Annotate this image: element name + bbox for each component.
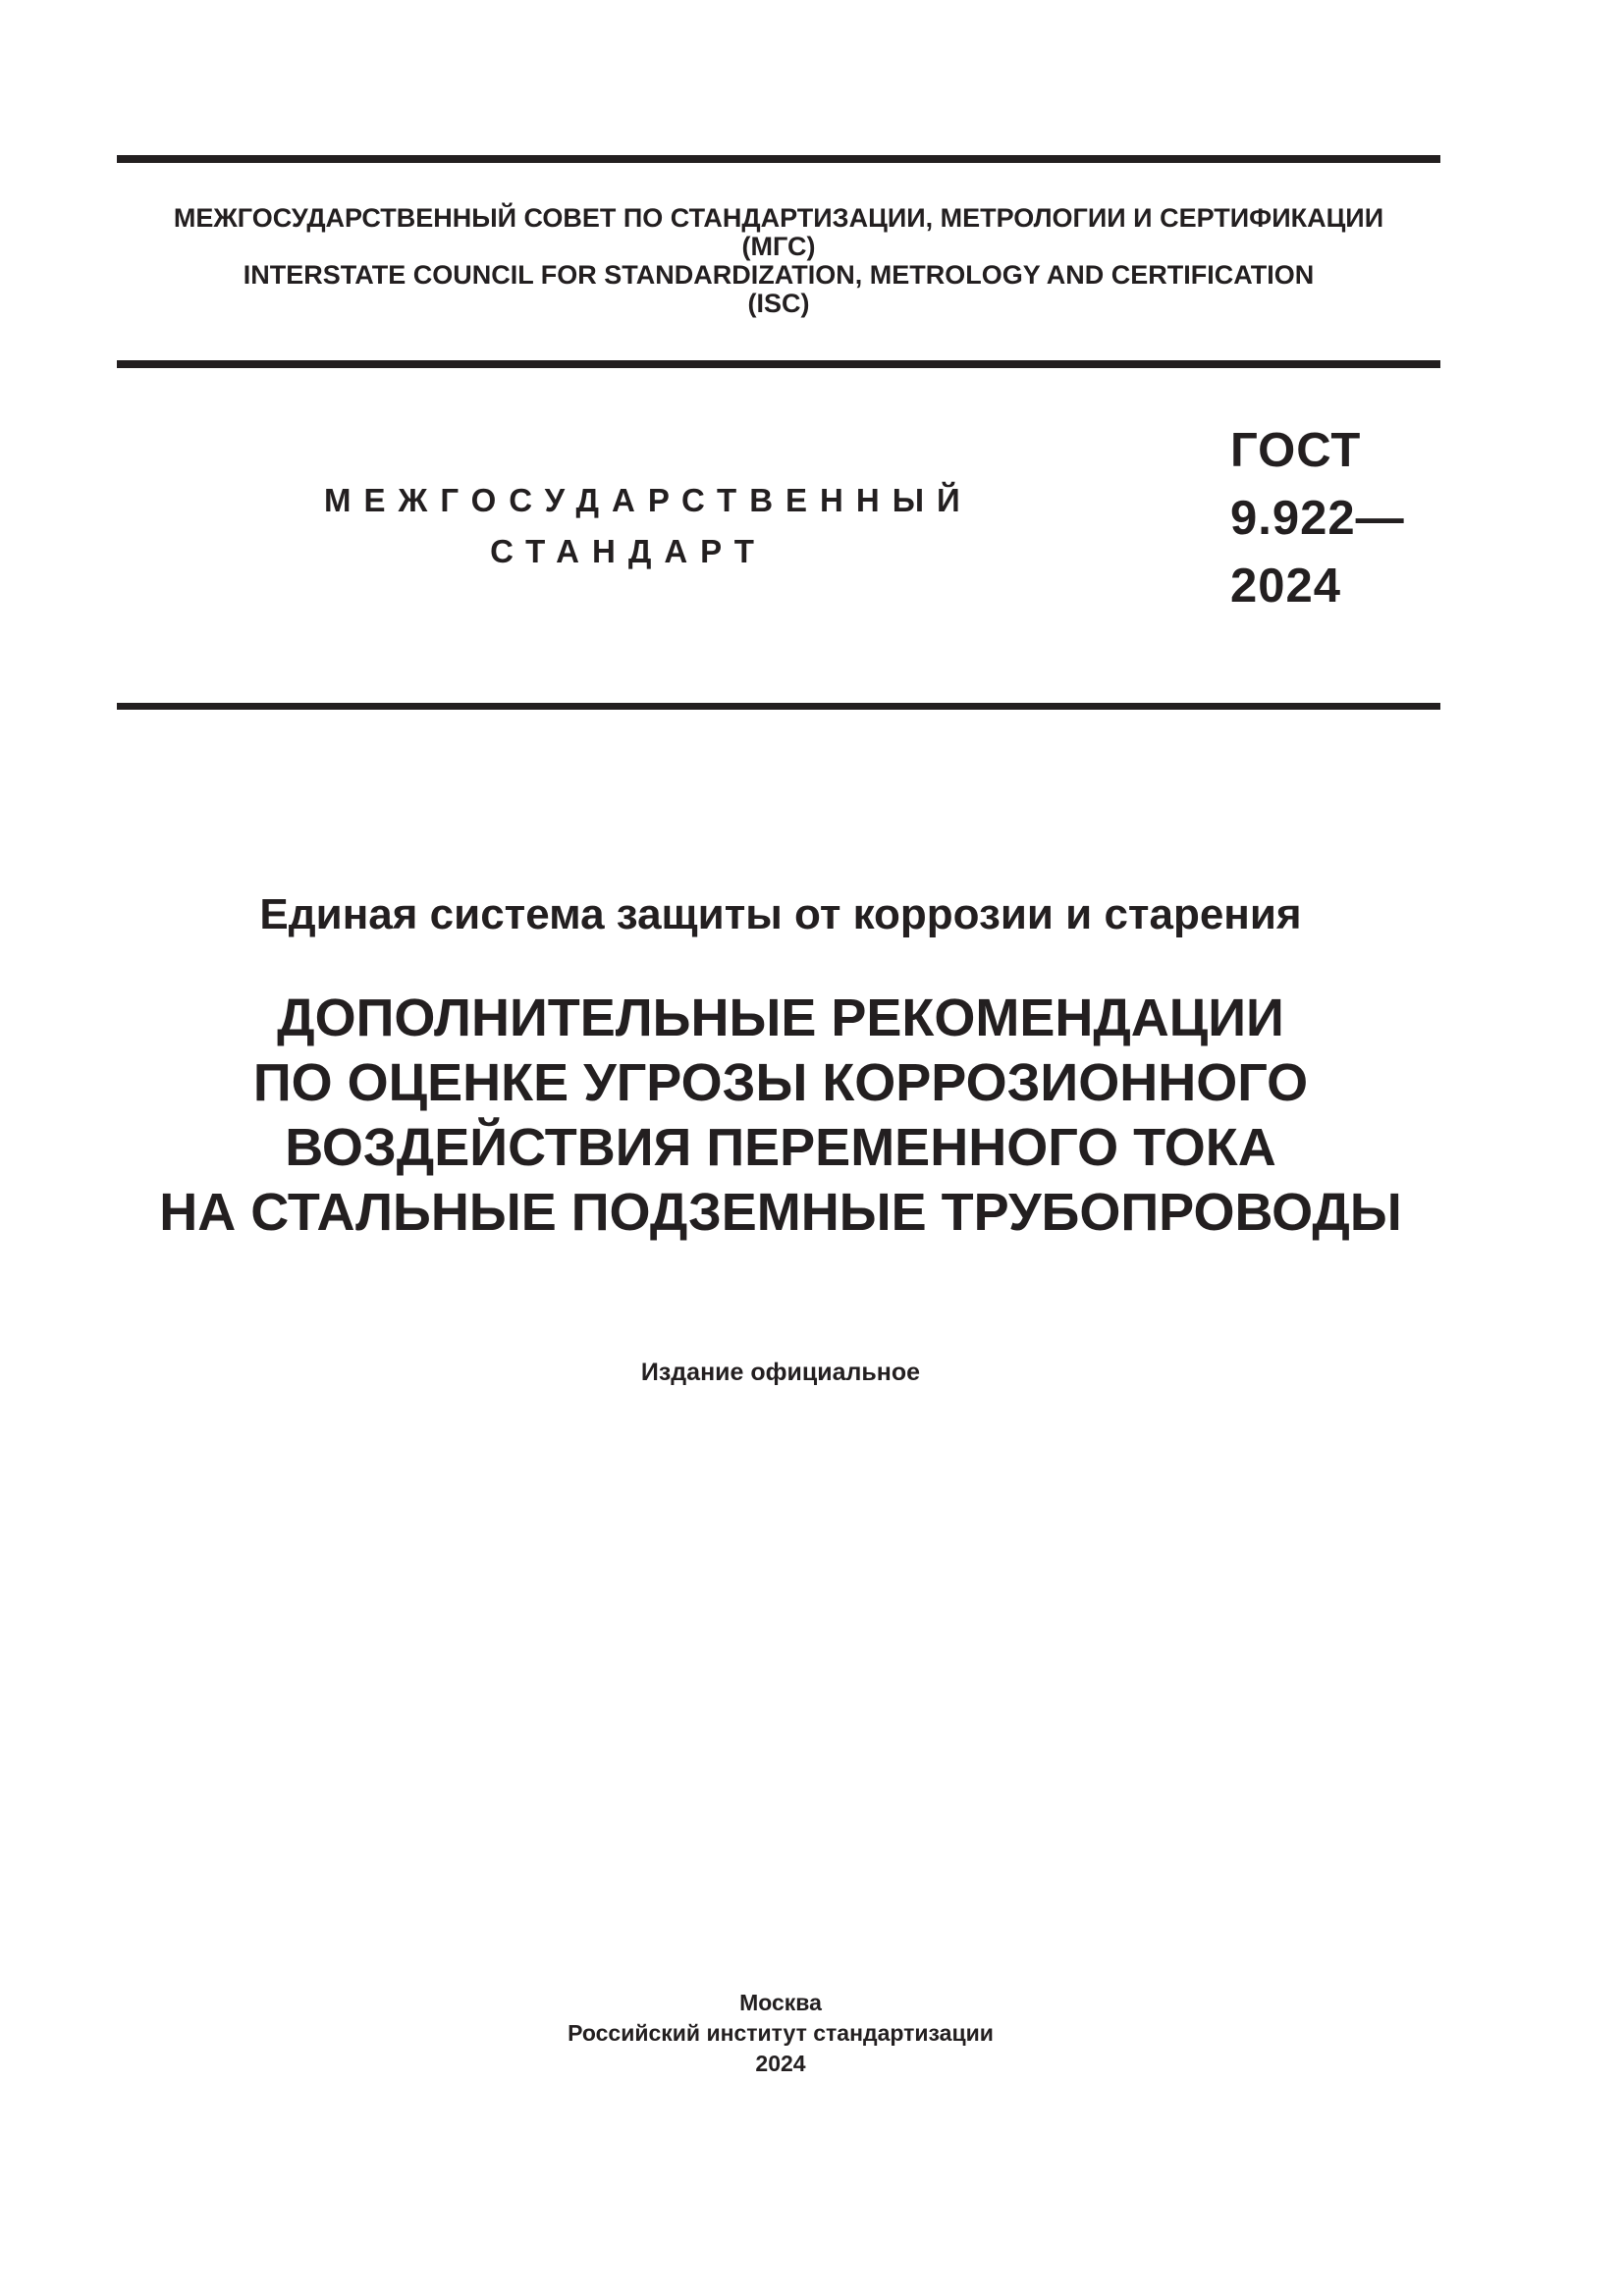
imprint-year: 2024 [755, 2051, 806, 2076]
title-line-1: ДОПОЛНИТЕЛЬНЫЕ РЕКОМЕНДАЦИИ [277, 988, 1284, 1047]
standard-kind-line-2: СТАНДАРТ [490, 533, 767, 569]
council-divider-rule [117, 360, 1440, 368]
council-header [117, 204, 1440, 318]
council-abbr-en: (ISC) [747, 289, 810, 318]
document-title [0, 986, 1561, 1245]
imprint-publisher: Российский институт стандартизации [568, 2020, 994, 2046]
council-name-ru: МЕЖГОСУДАРСТВЕННЫЙ СОВЕТ ПО СТАНДАРТИЗАЦИИ, МЕТРОЛОГИИ И СЕРТИФИКАЦИИ [173, 203, 1384, 233]
title-line-2: ПО ОЦЕНКЕ УГРОЗЫ КОРРОЗИОННОГО [252, 1053, 1309, 1112]
title-line-3: ВОЗДЕЙСТВИЯ ПЕРЕМЕННОГО ТОКА [285, 1118, 1276, 1177]
council-abbr-ru: (МГС) [741, 232, 816, 261]
designation-line-3: 2024 [1230, 560, 1342, 613]
standard-kind [324, 475, 973, 577]
designation-line-1: ГОСТ [1230, 424, 1362, 477]
standard-designation [1230, 417, 1405, 620]
council-name-en: INTERSTATE COUNCIL FOR STANDARDIZATION, METROLOGY AND CERTIFICATION [243, 260, 1315, 290]
edition-label: Издание официальное [640, 1359, 921, 1386]
designation-line-2: 9.922— [1230, 492, 1405, 545]
imprint-city: Москва [739, 1990, 822, 2015]
top-rule [117, 155, 1440, 163]
series-title: Единая система защиты от коррозии и старения [259, 890, 1302, 938]
standard-kind-line-1: МЕЖГОСУДАРСТВЕННЫЙ [324, 482, 973, 518]
title-line-4: НА СТАЛЬНЫЕ ПОДЗЕМНЫЕ ТРУБОПРОВОДЫ [159, 1183, 1402, 1242]
imprint [0, 1988, 1561, 2079]
designation-divider-rule [117, 703, 1440, 710]
